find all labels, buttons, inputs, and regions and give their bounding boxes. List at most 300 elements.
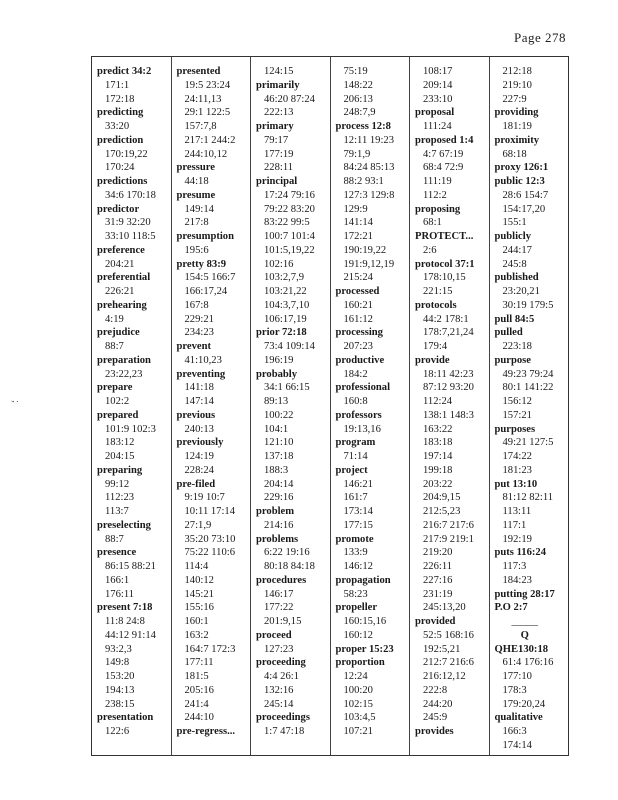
index-term: principal [256, 176, 298, 187]
index-reference: 177:22 [264, 602, 294, 614]
index-term: predictions [97, 176, 148, 187]
index-reference: 141:18 [184, 382, 214, 394]
index-term: preference [97, 244, 145, 256]
index-term: preventing [176, 368, 226, 380]
index-reference: 2:6 [423, 244, 437, 256]
index-reference: 79:22 83:20 [264, 203, 315, 215]
index-reference: 11:8 24:8 [105, 616, 145, 627]
index-term: pre-regress... [176, 726, 236, 737]
index-term: puts 116:24 [494, 547, 547, 559]
index-term: put 13:10 [494, 478, 538, 490]
index-reference: 33:20 [105, 121, 130, 132]
index-reference: 160:12 [343, 629, 373, 641]
index-reference: 153:20 [105, 671, 135, 682]
index-reference: 194:13 [105, 684, 135, 696]
index-reference: 164:7 172:3 [184, 643, 236, 655]
index-reference: 227:9 [502, 93, 527, 105]
index-reference: 80:18 84:18 [264, 561, 315, 572]
index-reference: 19:5 23:24 [184, 79, 231, 91]
index-reference: 244:10,12 [184, 148, 228, 160]
index-reference: 28:6 154:7 [502, 189, 549, 201]
index-reference: 160:15,16 [343, 616, 387, 627]
index-term: procedures [256, 574, 307, 586]
index-reference: 204:14 [264, 478, 294, 490]
index-reference: 34:1 66:15 [264, 382, 310, 394]
index-reference: 80:1 141:22 [502, 382, 554, 394]
index-reference: 137:18 [264, 451, 294, 462]
index-reference: 172:21 [343, 231, 373, 242]
index-reference: 147:14 [184, 396, 214, 407]
index-term: predicting [97, 107, 144, 119]
index-reference: 222:8 [423, 684, 448, 696]
index-reference: 117:3 [502, 561, 527, 572]
index-term: provides [415, 726, 454, 737]
index-term: pull 84:5 [494, 313, 535, 325]
index-reference: 244:20 [423, 698, 453, 710]
index-term: P.O 2:7 [494, 602, 528, 614]
index-term: purpose [494, 354, 531, 366]
index-term: program [335, 437, 376, 449]
index-reference: 177:15 [343, 519, 373, 531]
index-reference: 241:4 [184, 698, 209, 710]
index-term: promote [335, 533, 374, 545]
index-term: presence [97, 547, 137, 559]
index-term: presumption [176, 231, 234, 242]
index-reference: 73:4 109:14 [264, 341, 315, 352]
index-reference: 163:22 [423, 423, 453, 435]
index-reference: 44:2 178:1 [423, 313, 469, 325]
index-reference: 163:2 [184, 629, 209, 641]
index-term: proposed 1:4 [415, 134, 474, 146]
index-reference: 216:7 217:6 [423, 519, 474, 531]
index-reference: 133:9 [343, 547, 368, 559]
index-reference: 124:19 [184, 451, 214, 462]
index-reference: 166:3 [502, 726, 527, 737]
index-reference: 245:9 [423, 712, 448, 724]
index-reference: 61:4 176:16 [502, 657, 554, 669]
index-reference: 155:16 [184, 602, 214, 614]
index-reference: 166:1 [105, 574, 130, 586]
index-term: prepared [97, 409, 139, 421]
index-term: putting 28:17 [494, 588, 555, 600]
index-reference: 132:16 [264, 684, 294, 696]
index-reference: 111:19 [423, 176, 452, 187]
index-reference: 226:21 [105, 286, 135, 297]
index-term: prevent [176, 341, 212, 352]
index-reference: 227:16 [423, 574, 453, 586]
index-term: primary [256, 121, 294, 132]
index-reference: 204:15 [105, 451, 135, 462]
index-term: published [494, 272, 539, 284]
index-reference: 104:3,7,10 [264, 299, 310, 311]
index-reference: 122:6 [105, 726, 130, 737]
index-reference: 173:14 [343, 506, 373, 517]
index-term: preparing [97, 464, 143, 476]
index-term: propagation [335, 574, 391, 586]
index-reference: 102:16 [264, 258, 294, 270]
index-reference: 106:17,19 [264, 313, 307, 325]
index-reference: 46:20 87:24 [264, 93, 315, 105]
index-reference: 100:7 101:4 [264, 231, 315, 242]
index-term: proportion [335, 657, 385, 669]
index-reference: 34:6 170:18 [105, 189, 156, 201]
index-reference: 4:4 26:1 [264, 671, 300, 682]
index-reference: 102:15 [343, 698, 373, 710]
index-term: prediction [97, 134, 144, 146]
index-reference: 188:3 [264, 464, 289, 476]
index-column-1 [92, 57, 172, 755]
index-reference: 100:20 [343, 684, 373, 696]
index-reference: 177:19 [264, 148, 294, 160]
index-reference: 75:22 110:6 [184, 547, 236, 559]
index-reference: 217:8 [184, 217, 209, 229]
index-term: preferential [97, 272, 151, 284]
index-reference: 184:2 [343, 368, 368, 380]
index-term: publicly [494, 231, 532, 242]
page-number: Page 278 [513, 30, 566, 45]
index-reference: 35:20 73:10 [184, 533, 236, 545]
index-reference: 103:2,7,9 [264, 272, 305, 284]
index-reference: 10:11 17:14 [184, 506, 236, 517]
index-reference: 4:19 [105, 313, 124, 325]
index-term: project [335, 464, 368, 476]
index-reference: 209:14 [423, 79, 453, 91]
index-reference: 178:3 [502, 684, 527, 696]
index-reference: 212:7 216:6 [423, 657, 474, 669]
index-term: protocol 37:1 [415, 258, 475, 270]
index-reference: 149:14 [184, 203, 214, 215]
index-reference: 181:23 [502, 464, 532, 476]
index-reference: 174:22 [502, 451, 532, 462]
index-reference: 104:1 [264, 423, 289, 435]
index-term: professional [335, 382, 391, 394]
index-reference: 234:23 [184, 327, 214, 339]
index-term: proceedings [256, 712, 310, 724]
index-reference: 24:11,13 [184, 93, 222, 105]
index-term: PROTECT... [415, 231, 474, 242]
index-reference: 88:7 [105, 533, 124, 545]
index-reference: 217:9 219:1 [423, 533, 474, 545]
index-reference: 176:11 [105, 588, 135, 600]
index-reference: 148:22 [343, 79, 373, 91]
index-term: propeller [335, 602, 378, 614]
index-term: predictor [97, 203, 140, 215]
index-reference: 228:24 [184, 464, 214, 476]
index-reference: 113:7 [105, 506, 129, 517]
index-column-2 [172, 57, 252, 755]
index-reference: 172:18 [105, 93, 135, 105]
index-reference: 183:12 [105, 437, 135, 449]
index-reference: 228:11 [264, 162, 294, 174]
index-reference: 222:13 [264, 107, 294, 119]
index-reference: 183:18 [423, 437, 453, 449]
index-term: provided [415, 616, 456, 627]
index-reference: 79:1,9 [343, 148, 371, 160]
index-reference: 18:11 42:23 [423, 368, 474, 380]
index-reference: 174:14 [502, 739, 532, 751]
index-reference: 83:22 99:5 [264, 217, 310, 229]
index-reference: 88:2 93:1 [343, 176, 384, 187]
index-reference: 44:18 [184, 176, 209, 187]
index-reference: 19:13,16 [343, 423, 381, 435]
index-reference: 121:10 [264, 437, 294, 449]
index-reference: 207:23 [343, 341, 373, 352]
index-term: probably [256, 368, 298, 380]
index-term: proceeding [256, 657, 306, 669]
index-reference: 196:19 [264, 354, 294, 366]
index-reference: 245:13,20 [423, 602, 466, 614]
index-reference: 248:7,9 [343, 107, 376, 119]
index-reference: 184:23 [502, 574, 532, 586]
index-reference: 112:23 [105, 492, 135, 504]
index-reference: 223:18 [502, 341, 532, 352]
index-reference: 166:17,24 [184, 286, 228, 297]
index-reference: 204:9,15 [423, 492, 461, 504]
index-term: pulled [494, 327, 523, 339]
index-reference: 75:19 [343, 66, 368, 77]
index-reference: 170:19,22 [105, 148, 148, 160]
index-reference: 212:18 [502, 66, 532, 77]
index-reference: 244:17 [502, 244, 532, 256]
index-reference: 233:10 [423, 93, 453, 105]
index-reference: 101:9 102:3 [105, 423, 156, 435]
index-reference: 103:21,22 [264, 286, 307, 297]
index-reference: 197:14 [423, 451, 453, 462]
index-reference: 161:7 [343, 492, 368, 504]
index-term: proposing [415, 203, 461, 215]
index-reference: 12:24 [343, 671, 368, 682]
index-reference: 212:5,23 [423, 506, 461, 517]
index-reference: 195:6 [184, 244, 209, 256]
index-reference: 127:3 129:8 [343, 189, 395, 201]
index-reference: 86:15 88:21 [105, 561, 156, 572]
index-reference: 217:1 244:2 [184, 134, 236, 146]
index-reference: 79:17 [264, 134, 289, 146]
index-reference: 71:14 [343, 451, 368, 462]
index-reference: 201:9,15 [264, 616, 302, 627]
index-reference: 215:24 [343, 272, 373, 284]
index-term: presume [176, 189, 216, 201]
index-term: productive [335, 354, 385, 366]
index-reference: 229:16 [264, 492, 294, 504]
index-reference: 88:7 [105, 341, 124, 352]
index-term: presented [176, 66, 221, 77]
index-reference: 49:23 79:24 [502, 368, 554, 380]
index-reference: 191:9,12,19 [343, 258, 395, 270]
index-reference: 216:12,12 [423, 671, 466, 682]
index-reference: 6:22 19:16 [264, 547, 310, 559]
index-reference: 245:8 [502, 258, 527, 270]
index-reference: 117:1 [502, 519, 527, 531]
index-reference: 178:7,21,24 [423, 327, 474, 339]
index-term: prepare [97, 382, 133, 394]
index-reference: 214:16 [264, 519, 294, 531]
index-reference: 9:19 10:7 [184, 492, 225, 504]
index-term: protocols [415, 299, 457, 311]
index-reference: 146:12 [343, 561, 373, 572]
index-term: previously [176, 437, 224, 449]
index-reference: 245:14 [264, 698, 294, 710]
index-term: proposal [415, 107, 455, 119]
index-reference: 58:23 [343, 588, 368, 600]
index-term: proper 15:23 [335, 643, 394, 655]
index-reference: 4:7 67:19 [423, 148, 464, 160]
index-reference: 179:4 [423, 341, 448, 352]
index-reference: 157:7,8 [184, 121, 217, 132]
index-reference: 29:1 122:5 [184, 107, 231, 119]
index-reference: 33:10 118:5 [105, 231, 156, 242]
index-column-4 [331, 57, 411, 755]
index-reference: 181:19 [502, 121, 532, 132]
index-reference: 192:19 [502, 533, 532, 545]
index-reference: 27:1,9 [184, 519, 212, 531]
index-reference: 84:24 85:13 [343, 162, 395, 174]
index-column-5 [410, 57, 490, 755]
index-column-6 [490, 57, 569, 755]
index-reference: 203:22 [423, 478, 453, 490]
index-reference: 160:1 [184, 616, 209, 627]
index-term: provide [415, 354, 450, 366]
index-reference: 17:24 79:16 [264, 189, 315, 201]
index-term: public 12:3 [494, 176, 545, 187]
index-term: prior 72:18 [256, 327, 307, 339]
index-reference: 157:21 [502, 409, 532, 421]
index-reference: 141:14 [343, 217, 373, 229]
index-term: prejudice [97, 327, 140, 339]
index-reference: 12:11 19:23 [343, 134, 395, 146]
index-reference: 160:8 [343, 396, 368, 407]
index-reference: 177:10 [502, 671, 532, 682]
index-reference: 199:18 [423, 464, 453, 476]
index-reference: 231:19 [423, 588, 453, 600]
index-term: pre-filed [176, 478, 216, 490]
index-reference: 81:12 82:11 [502, 492, 554, 504]
section-divider: _____ [511, 616, 538, 627]
index-reference: 140:12 [184, 574, 214, 586]
index-reference: 226:11 [423, 561, 453, 572]
index-reference: 108:17 [423, 66, 453, 77]
index-term: preselecting [97, 519, 151, 531]
index-term: proceed [256, 629, 292, 641]
word-index-table [91, 56, 569, 756]
index-reference: 89:13 [264, 396, 289, 407]
index-reference: 146:17 [264, 588, 294, 600]
margin-mark: ; [9, 400, 21, 403]
index-reference: 154:5 166:7 [184, 272, 236, 284]
section-letter: Q [520, 629, 529, 641]
index-reference: 68:4 72:9 [423, 162, 464, 174]
index-reference: 190:19,22 [343, 244, 387, 256]
index-reference: 111:24 [423, 121, 452, 132]
index-term: presentation [97, 712, 154, 724]
index-reference: 160:21 [343, 299, 373, 311]
index-reference: 219:10 [502, 79, 532, 91]
index-reference: 240:13 [184, 423, 214, 435]
index-term: proximity [494, 134, 540, 146]
index-reference: 100:22 [264, 409, 294, 421]
index-reference: 30:19 179:5 [502, 299, 554, 311]
index-term: qualitative [494, 712, 543, 724]
index-reference: 52:5 168:16 [423, 629, 474, 641]
index-term: process 12:8 [335, 121, 391, 132]
index-reference: 204:21 [105, 258, 135, 270]
index-reference: 68:18 [502, 148, 527, 160]
index-reference: 206:13 [343, 93, 373, 105]
index-term: predict 34:2 [97, 66, 152, 77]
index-reference: 149:8 [105, 657, 130, 669]
index-reference: 101:5,19,22 [264, 244, 315, 256]
index-reference: 219:20 [423, 547, 453, 559]
index-term: problems [256, 533, 299, 545]
index-term: QHE130:18 [494, 643, 549, 655]
index-reference: 114:4 [184, 561, 209, 572]
index-reference: 44:12 91:14 [105, 629, 156, 641]
index-term: pretty 83:9 [176, 258, 227, 270]
index-reference: 229:21 [184, 313, 214, 325]
index-term: proxy 126:1 [494, 162, 549, 174]
index-column-3 [251, 57, 331, 755]
index-reference: 87:12 93:20 [423, 382, 474, 394]
index-term: present 7:18 [97, 602, 153, 614]
index-term: providing [494, 107, 539, 119]
index-reference: 181:5 [184, 671, 209, 682]
index-reference: 145:21 [184, 588, 214, 600]
index-reference: 171:1 [105, 79, 130, 91]
index-term: preparation [97, 354, 151, 366]
index-term: processed [335, 286, 380, 297]
index-reference: 221:15 [423, 286, 453, 297]
index-reference: 127:23 [264, 643, 294, 655]
index-reference: 23:22,23 [105, 368, 143, 380]
index-reference: 93:2,3 [105, 643, 132, 655]
index-reference: 102:2 [105, 396, 130, 407]
index-reference: 23:20,21 [502, 286, 540, 297]
index-reference: 49:21 127:5 [502, 437, 554, 449]
index-reference: 146:21 [343, 478, 373, 490]
index-reference: 124:15 [264, 66, 294, 77]
index-reference: 154:17,20 [502, 203, 546, 215]
index-reference: 205:16 [184, 684, 214, 696]
index-reference: 112:2 [423, 189, 447, 201]
index-reference: 129:9 [343, 203, 368, 215]
index-reference: 112:24 [423, 396, 453, 407]
index-reference: 103:4,5 [343, 712, 376, 724]
index-reference: 177:11 [184, 657, 214, 669]
index-reference: 31:9 32:20 [105, 217, 151, 229]
index-reference: 170:24 [105, 162, 135, 174]
index-term: processing [335, 327, 383, 339]
index-term: purposes [494, 423, 536, 435]
index-reference: 161:12 [343, 313, 373, 325]
index-reference: 155:1 [502, 217, 527, 229]
index-reference: 179:20,24 [502, 698, 546, 710]
index-reference: 156:12 [502, 396, 532, 407]
index-reference: 107:21 [343, 726, 373, 737]
index-reference: 41:10,23 [184, 354, 222, 366]
index-term: previous [176, 409, 216, 421]
index-reference: 99:12 [105, 478, 130, 490]
index-reference: 1:7 47:18 [264, 726, 305, 737]
index-term: pressure [176, 162, 215, 174]
index-term: prehearing [97, 299, 147, 311]
index-reference: 167:8 [184, 299, 209, 311]
index-term: primarily [256, 79, 300, 91]
index-reference: 178:10,15 [423, 272, 466, 284]
index-reference: 113:11 [502, 506, 532, 517]
index-reference: 238:15 [105, 698, 135, 710]
index-reference: 138:1 148:3 [423, 409, 474, 421]
index-term: professors [335, 409, 382, 421]
